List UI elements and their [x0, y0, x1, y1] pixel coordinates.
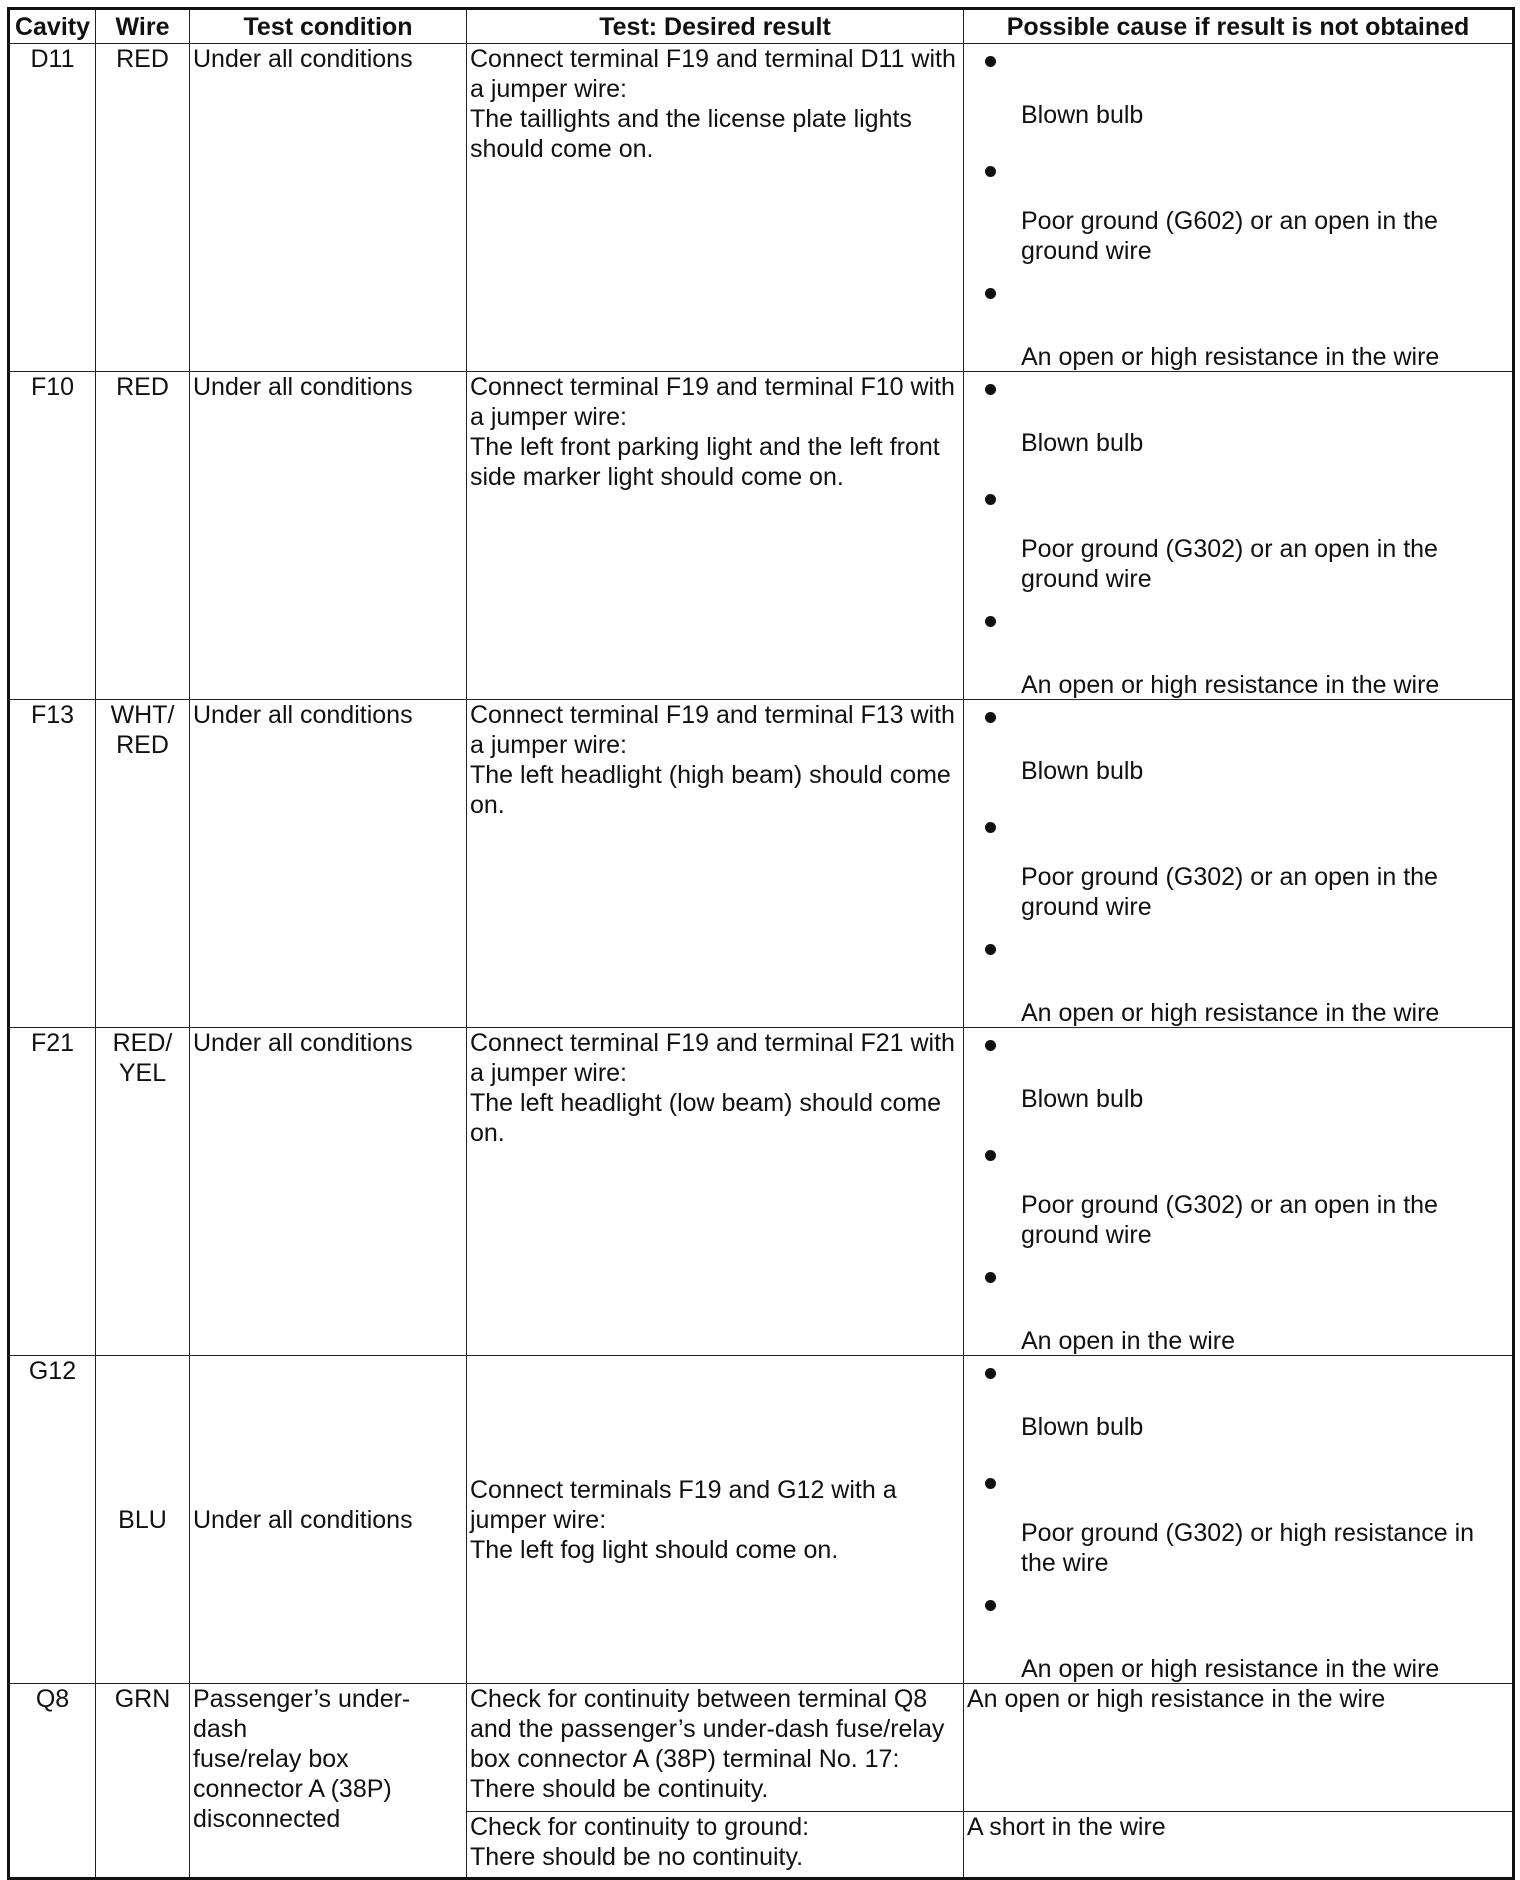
- result-line: Connect terminal F19 and terminal D11 with: [470, 45, 956, 73]
- cause-cell: [964, 1356, 1514, 1684]
- result-line: The left front parking light and the left front: [470, 433, 940, 461]
- condition-line: disconnected: [193, 1805, 341, 1833]
- cause-item: Blown bulb: [1021, 429, 1144, 457]
- condition-line: Passenger’s under-dash: [193, 1685, 411, 1743]
- table-row-f21: [9, 1028, 1514, 1356]
- result-cell: [467, 1812, 964, 1879]
- result-line: box connector A (38P) terminal No. 17:: [470, 1745, 900, 1773]
- cavity-cell: D11: [9, 44, 96, 372]
- table-header-row: [9, 9, 1514, 44]
- result-cell: [467, 372, 964, 700]
- cavity-cell: Q8: [9, 1684, 96, 1879]
- cause-item: Poor ground (G302) or high resistance in the wire: [1021, 1519, 1475, 1577]
- result-line: There should be no continuity.: [470, 1843, 804, 1871]
- cause-item: Poor ground (G302) or an open in the ground wire: [1021, 535, 1438, 593]
- wire-cell: [96, 1028, 190, 1356]
- header-wire: Wire: [96, 9, 190, 44]
- bullet-icon: [985, 288, 996, 299]
- result-line: The taillights and the license plate lights: [470, 105, 912, 133]
- bullet-icon: [985, 1150, 996, 1161]
- condition-line: connector A (38P): [193, 1775, 392, 1803]
- result-line: side marker light should come on.: [470, 463, 844, 491]
- wire-line: RED: [116, 731, 169, 759]
- cause-item: Poor ground (G302) or an open in the ground wire: [1021, 863, 1438, 921]
- condition-cell: Under all conditions: [190, 372, 467, 700]
- wire-line: RED/: [112, 1029, 173, 1057]
- result-cell: [467, 1684, 964, 1812]
- bullet-icon: [985, 1272, 996, 1283]
- cause-item: Blown bulb: [1021, 1413, 1144, 1441]
- bullet-icon: [985, 494, 996, 505]
- cause-item: An open or high resistance in the wire: [1021, 999, 1440, 1027]
- bullet-icon: [985, 1478, 996, 1489]
- table-row-f13: [9, 700, 1514, 1028]
- condition-cell: Under all conditions: [190, 700, 467, 1028]
- result-line: Check for continuity between terminal Q8: [470, 1685, 928, 1713]
- wire-cell: [96, 700, 190, 1028]
- table-row-q8: [9, 1684, 1514, 1812]
- result-line: on.: [470, 791, 505, 819]
- table-row-d11: [9, 44, 1514, 372]
- wire-line: YEL: [118, 1059, 167, 1087]
- wire-line: WHT/: [110, 701, 175, 729]
- cause-cell: A short in the wire: [964, 1812, 1514, 1879]
- result-line: The left headlight (high beam) should come: [470, 761, 951, 789]
- result-cell: [467, 1028, 964, 1356]
- cause-item: An open or high resistance in the wire: [1021, 343, 1440, 371]
- cause-cell: [964, 1028, 1514, 1356]
- condition-cell: Under all conditions: [190, 1356, 467, 1684]
- cause-item: Blown bulb: [1021, 101, 1144, 129]
- cause-cell: [964, 700, 1514, 1028]
- result-line: should come on.: [470, 135, 654, 163]
- condition-cell: Under all conditions: [190, 1028, 467, 1356]
- cause-item: Blown bulb: [1021, 1085, 1144, 1113]
- result-line: Connect terminal F19 and terminal F13 with: [470, 701, 955, 729]
- result-cell: [467, 44, 964, 372]
- result-line: Connect terminals F19 and G12 with a: [470, 1475, 897, 1504]
- cause-item: Poor ground (G302) or an open in the ground wire: [1021, 1191, 1438, 1249]
- result-line: on.: [470, 1119, 505, 1147]
- bullet-icon: [985, 1600, 996, 1611]
- wire-cell: RED: [96, 372, 190, 700]
- result-line: The left fog light should come on.: [470, 1535, 839, 1564]
- cause-item: Poor ground (G602) or an open in the ground wire: [1021, 207, 1438, 265]
- cause-item: An open or high resistance in the wire: [1021, 1655, 1440, 1683]
- header-cavity: Cavity: [9, 9, 96, 44]
- cavity-cell: F13: [9, 700, 96, 1028]
- cause-cell: [964, 44, 1514, 372]
- cavity-cell: F10: [9, 372, 96, 700]
- bullet-icon: [985, 1040, 996, 1051]
- result-cell: [467, 1356, 964, 1684]
- result-line: and the passenger’s under-dash fuse/relay: [470, 1715, 945, 1743]
- result-cell: [467, 700, 964, 1028]
- cause-item: An open in the wire: [1021, 1327, 1236, 1355]
- table-row-g12: [9, 1356, 1514, 1684]
- condition-cell: Under all conditions: [190, 44, 467, 372]
- header-possible-cause: Possible cause if result is not obtained: [964, 9, 1514, 44]
- cause-cell: An open or high resistance in the wire: [964, 1684, 1514, 1812]
- bullet-icon: [985, 944, 996, 955]
- table-row-f10: [9, 372, 1514, 700]
- bullet-icon: [985, 1368, 996, 1379]
- header-test-condition: Test condition: [190, 9, 467, 44]
- condition-line: fuse/relay box: [193, 1745, 349, 1773]
- bullet-icon: [985, 616, 996, 627]
- header-desired-result: Test: Desired result: [467, 9, 964, 44]
- wire-cell: GRN: [96, 1684, 190, 1879]
- cavity-cell: G12: [9, 1356, 96, 1684]
- cause-item: Blown bulb: [1021, 757, 1144, 785]
- result-line: a jumper wire:: [470, 731, 627, 759]
- result-line: a jumper wire:: [470, 75, 627, 103]
- cause-item: An open or high resistance in the wire: [1021, 671, 1440, 699]
- condition-cell: [190, 1684, 467, 1879]
- result-line: Check for continuity to ground:: [470, 1813, 810, 1841]
- result-line: Connect terminal F19 and terminal F10 with: [470, 373, 955, 401]
- cause-cell: [964, 372, 1514, 700]
- bullet-icon: [985, 822, 996, 833]
- bullet-icon: [985, 384, 996, 395]
- result-line: a jumper wire:: [470, 403, 627, 431]
- cavity-cell: F21: [9, 1028, 96, 1356]
- bullet-icon: [985, 166, 996, 177]
- result-line: There should be continuity.: [470, 1775, 769, 1803]
- connector-test-table: [7, 7, 1515, 1880]
- wire-cell: BLU: [96, 1356, 190, 1684]
- result-line: Connect terminal F19 and terminal F21 with: [470, 1029, 955, 1057]
- wire-cell: RED: [96, 44, 190, 372]
- result-line: jumper wire:: [470, 1505, 607, 1534]
- bullet-icon: [985, 56, 996, 67]
- result-line: a jumper wire:: [470, 1059, 627, 1087]
- bullet-icon: [985, 712, 996, 723]
- result-line: The left headlight (low beam) should come: [470, 1089, 942, 1117]
